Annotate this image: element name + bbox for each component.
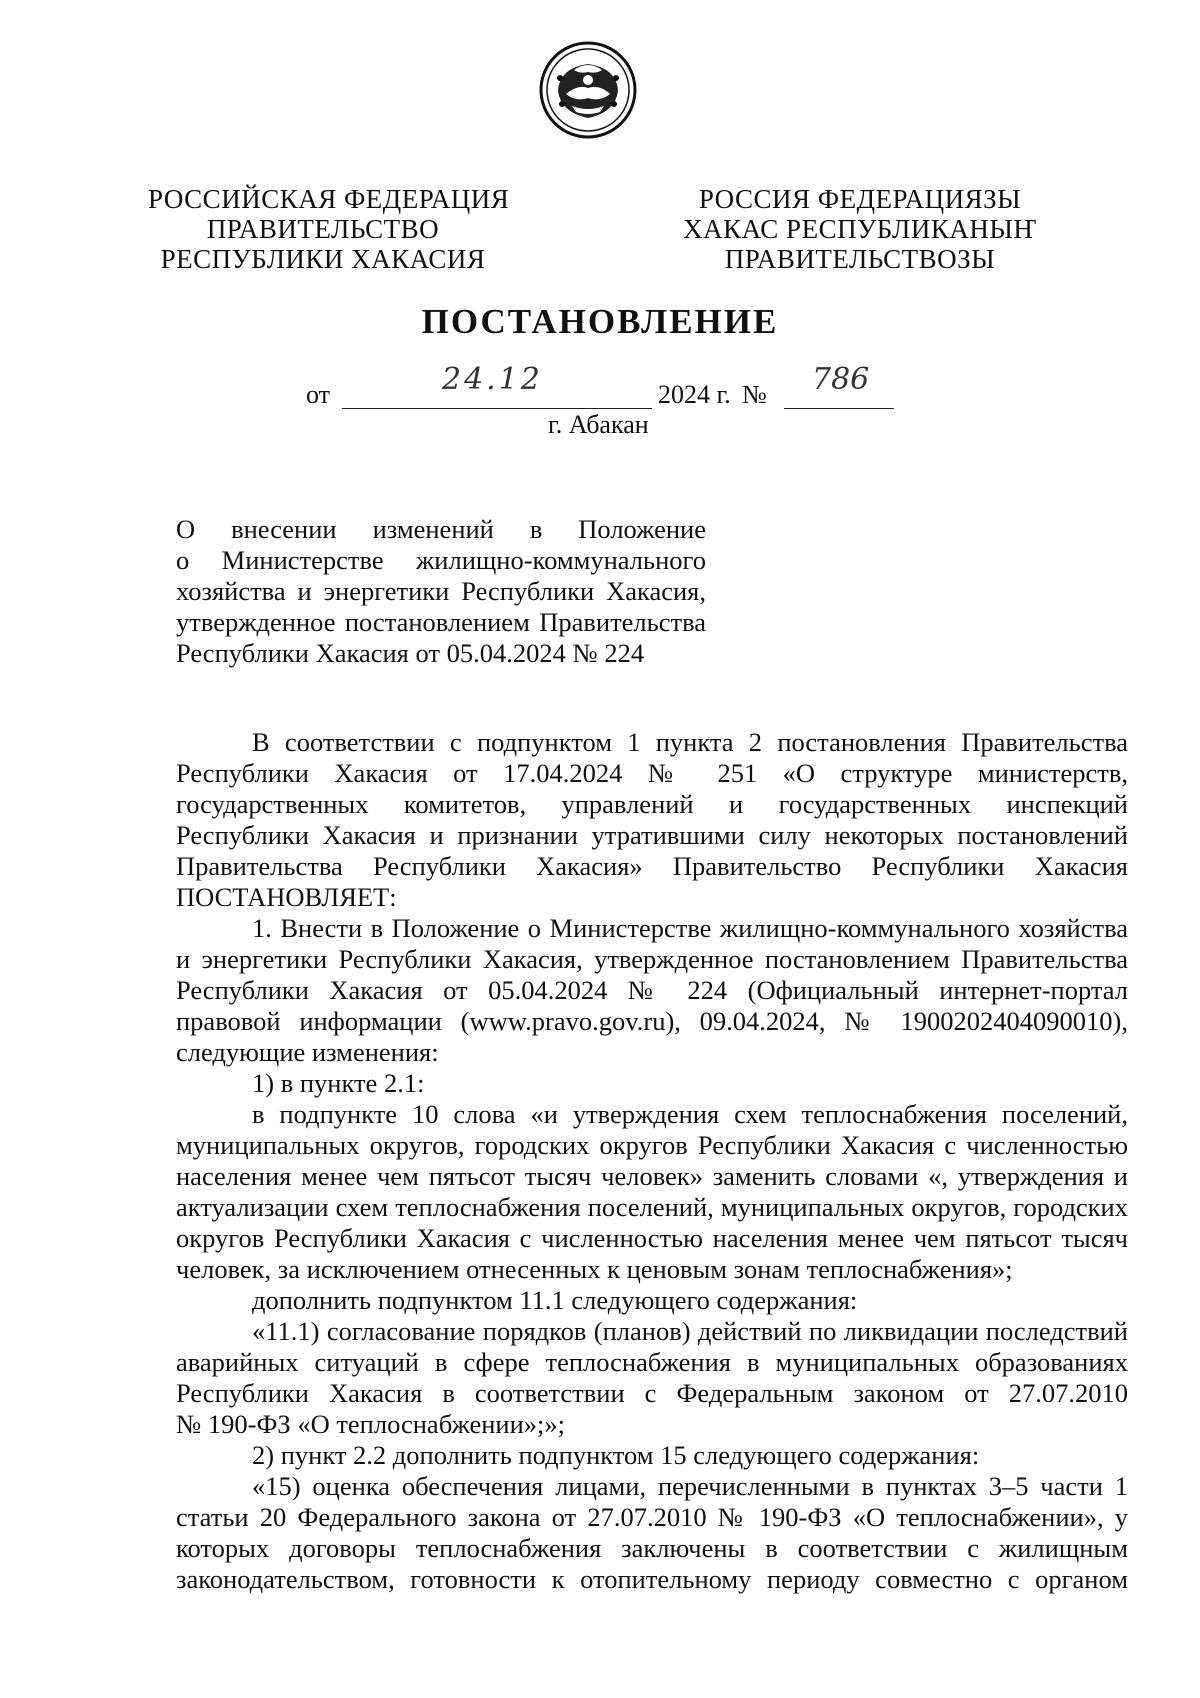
body-line: аварийных ситуаций в сфере теплоснабжения в муниципальных образованиях (176, 1347, 1128, 1377)
body-line: 1) в пункте 2.1: (252, 1068, 425, 1098)
subject-line: утвержденное постановлением Правительства (176, 607, 706, 637)
handwritten-date: 24.12 (442, 362, 543, 397)
header-left (148, 184, 510, 274)
body-line: статьи 20 Федерального закона от 27.07.2010 № 190-ФЗ «О теплоснабжении», у (176, 1502, 1128, 1532)
body-line: 2) пункт 2.2 дополнить подпунктом 15 следующего содержания: (252, 1440, 980, 1470)
header-right-line: РОССИЯ ФЕДЕРАЦИЯЗЫ (698, 184, 1022, 214)
body-line: правовой информации (www.pravo.gov.ru), 09.04.2024, № 1900202404090010), (176, 1006, 1128, 1036)
body-line: человек, за исключением отнесенных к ценовым зонам теплоснабжения»; (176, 1254, 1013, 1284)
body-line: в подпункте 10 слова «и утверждения схем теплоснабжения поселений, (252, 1099, 1128, 1129)
subject-line: хозяйства и энергетики Республики Хакасия, (176, 576, 706, 606)
header-right-line: ПРАВИТЕЛЬСТВОЗЫ (724, 244, 996, 274)
date-year: 2024 г. (658, 380, 731, 409)
body-line: Республики Хакасия и признании утратившими силу некоторых постановлений (176, 820, 1128, 850)
document-subject (176, 514, 706, 669)
document-title: ПОСТАНОВЛЕНИЕ (421, 302, 779, 341)
body-line: муниципальных округов, городских округов Республики Хакасия с численностью (176, 1130, 1128, 1160)
subject-line: О внесении изменений в Положение (176, 514, 706, 544)
body-line: законодательством, готовности к отопительному периоду совместно с органом (176, 1564, 1128, 1594)
header-left-line: РОССИЙСКАЯ ФЕДЕРАЦИЯ (148, 184, 510, 214)
body-line: следующие изменения: (176, 1037, 439, 1067)
subject-line: Республики Хакасия от 05.04.2024 № 224 (176, 638, 645, 668)
header-left-line: РЕСПУБЛИКИ ХАКАСИЯ (160, 244, 486, 274)
number-field (784, 362, 894, 409)
body-line: В соответствии с подпунктом 1 пункта 2 постановления Правительства (252, 727, 1128, 757)
body-line: и энергетики Республики Хакасия, утвержденное постановлением Правительства (176, 944, 1128, 974)
body-line: № 190-ФЗ «О теплоснабжении»;»; (176, 1409, 566, 1439)
header-left-line: ПРАВИТЕЛЬСТВО (206, 214, 440, 244)
coat-of-arms-emblem (538, 40, 638, 140)
header-right (680, 184, 1040, 274)
emblem-graphic (538, 40, 638, 140)
body-line: Республики Хакасия от 17.04.2024 № 251 «О структуре министерств, (176, 758, 1128, 788)
city-name: г. Абакан (548, 410, 649, 439)
date-field (342, 362, 652, 409)
body-line: Правительства Республики Хакасия» Правительство Республики Хакасия (176, 851, 1128, 881)
handwritten-number: 786 (812, 362, 870, 397)
number-sign: № (742, 380, 767, 409)
body-line: Республики Хакасия от 05.04.2024 № 224 (Официальный интернет-портал (176, 975, 1128, 1005)
body-line: государственных комитетов, управлений и государственных инспекций (176, 789, 1128, 819)
subject-line: о Министерстве жилищно-коммунального (176, 545, 706, 575)
body-line: «15) оценка обеспечения лицами, перечисленными в пунктах 3–5 части 1 (252, 1471, 1128, 1501)
body-line: 1. Внести в Положение о Министерстве жилищно-коммунального хозяйства (252, 913, 1128, 943)
body-line: которых договоры теплоснабжения заключены в соответствии с жилищным (176, 1533, 1128, 1563)
header-right-line: ХАКАС РЕСПУБЛИКАНЫҤ (683, 214, 1037, 244)
date-prefix: от (306, 380, 331, 409)
body-line: населения менее чем пятьсот тысяч человек» заменить словами «, утверждения и (176, 1161, 1128, 1191)
body-line: актуализации схем теплоснабжения поселений, муниципальных округов, городских (176, 1192, 1128, 1222)
document-body (176, 727, 1128, 1595)
body-line: ПОСТАНОВЛЯЕТ: (176, 882, 397, 912)
body-line: «11.1) согласование порядков (планов) действий по ликвидации последствий (252, 1316, 1128, 1346)
body-line: Республики Хакасия в соответствии с Федеральным законом от 27.07.2010 (176, 1378, 1128, 1408)
body-line: округов Республики Хакасия с численностью населения менее чем пятьсот тысяч (176, 1223, 1128, 1253)
body-line: дополнить подпунктом 11.1 следующего содержания: (252, 1285, 858, 1315)
